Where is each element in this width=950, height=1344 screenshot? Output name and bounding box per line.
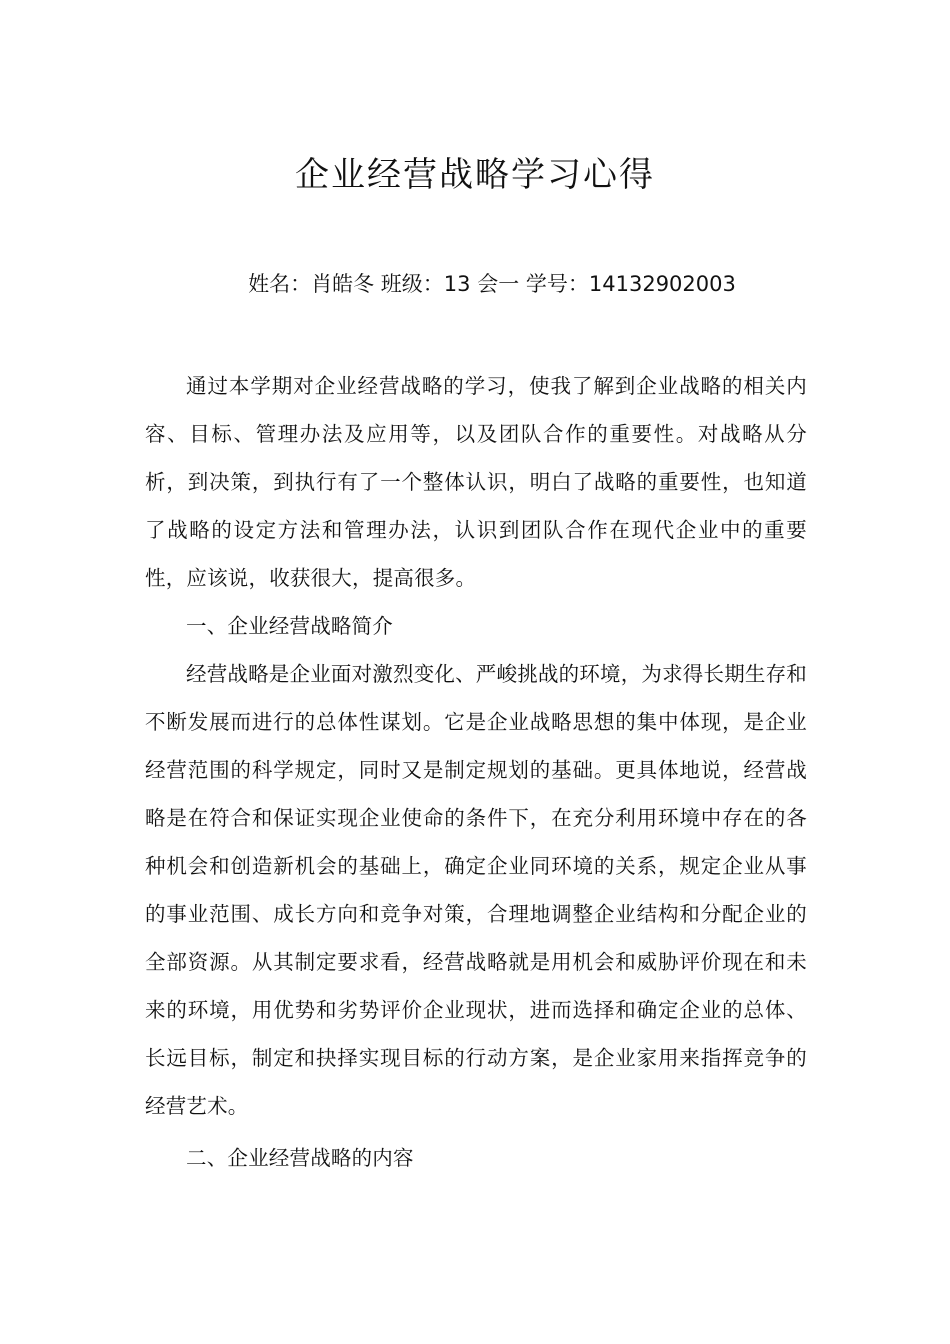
document-title: 企业经营战略学习心得 xyxy=(295,155,655,195)
author-info-line xyxy=(0,266,950,302)
student-id-value: 14132902003 xyxy=(588,272,736,296)
section-heading-2: 二、企业经营战略的内容 xyxy=(186,1146,414,1170)
section-1-paragraph: 经营战略是企业面对激烈变化、严峻挑战的环境，为求得长期生存和不断发展而进行的总体性谋划。它是企业战略思想的集中体现，是企业经营范围的科学规定，同时又是制定规划的基础。更具体地说，经营战略是在符合和保证实现企业使命的条件下，在充分利用环境中存在的各种机会和创造新机会的基础上，确定企业同环境的关系，规定企业从事的事业范围、成长方向和竞争对策，合理地调整企业结构和分配企业的全部资源。从其制定要求看，经营战略就是用机会和威胁评价现在和未来的环境，用优势和劣势评价企业现状，进而选择和确定企业的总体、长远目标，制定和抉择实现目标的行动方案，是企业家用来指挥竞争的经营艺术。 xyxy=(145,662,807,1118)
class-label: 班级： xyxy=(380,272,444,296)
name-label: 姓名： xyxy=(248,272,312,296)
student-id-label: 学号： xyxy=(525,272,589,296)
class-value: 13 会一 xyxy=(443,272,520,296)
section-heading-1: 一、企业经营战略简介 xyxy=(186,614,393,638)
document-body xyxy=(145,362,807,1182)
name-value: 肖皓冬 xyxy=(311,272,375,296)
intro-paragraph: 通过本学期对企业经营战略的学习，使我了解到企业战略的相关内容、目标、管理办法及应用等，以及团队合作的重要性。对战略从分析，到决策，到执行有了一个整体认识，明白了战略的重要性，也知道了战略的设定方法和管理办法，认识到团队合作在现代企业中的重要性，应该说，收获很大，提高很多。 xyxy=(145,374,807,590)
